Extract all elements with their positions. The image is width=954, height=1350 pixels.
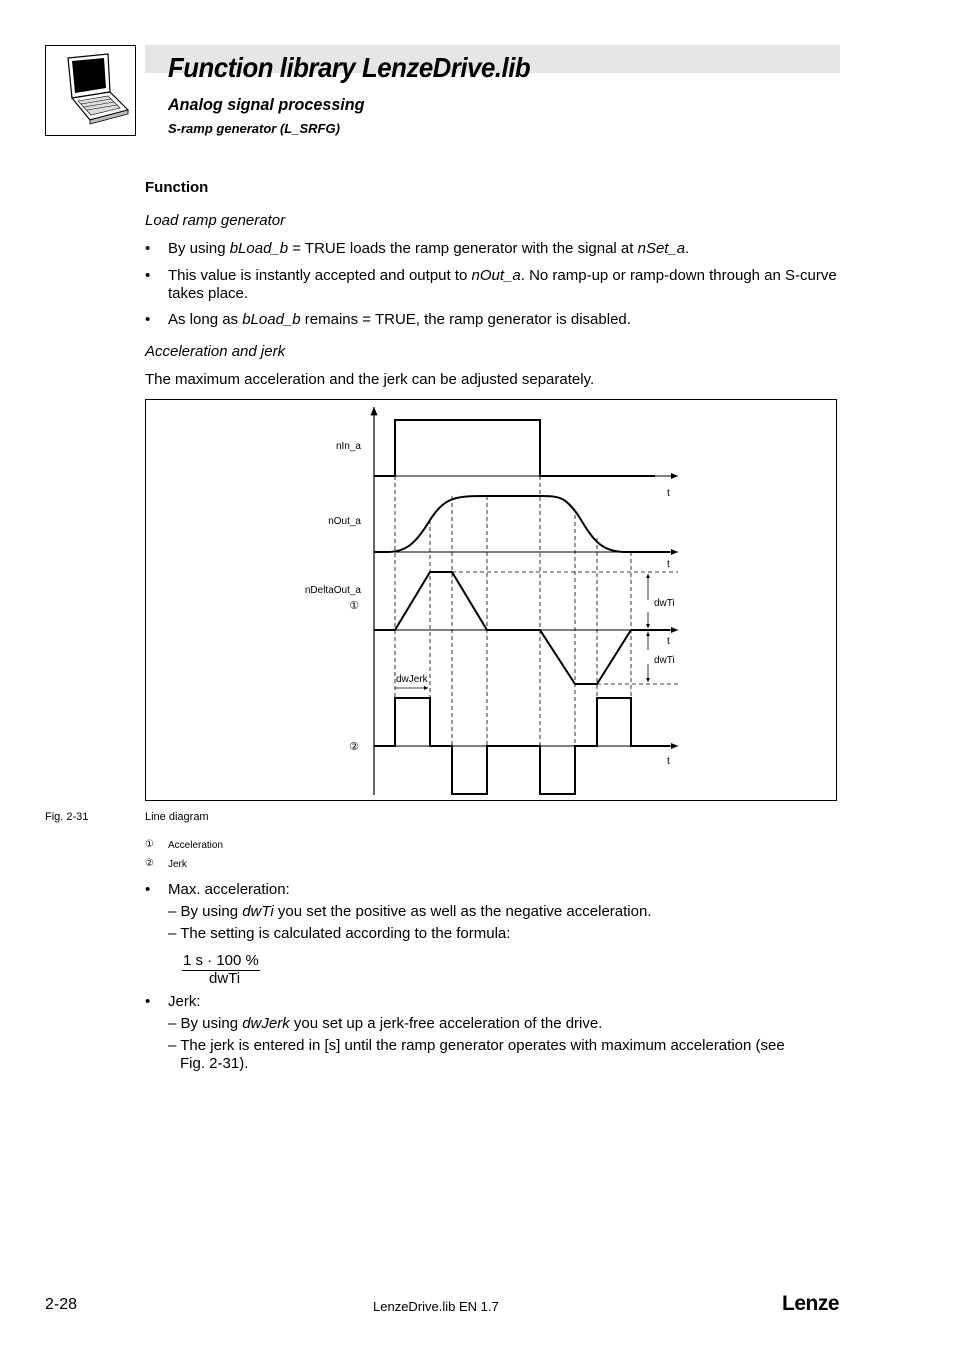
legend-mark: ② [145,858,154,869]
accel-text: The maximum acceleration and the jerk can be adjusted separately. [145,371,595,388]
formula-numerator: 1 s · 100 % [183,952,259,969]
section-title: Analog signal processing [168,95,365,114]
dwti-label: dwTi [654,598,675,609]
nin-signal [374,420,655,476]
page-number: 2-28 [45,1296,78,1313]
dwti-label: dwTi [654,655,675,666]
subsection-title: S-ramp generator (L_SRFG) [168,121,340,136]
ndelta-signal [374,572,670,684]
figure-caption: Line diagram [145,811,209,823]
t-label: t [667,636,670,647]
nout-label: nOut_a [328,516,361,527]
ndelta-label: nDeltaOut_a [304,585,361,596]
formula-denominator: dwTi [209,970,241,987]
legend-text: Acceleration [168,840,224,851]
accel-heading: Acceleration and jerk [145,343,286,360]
nin-label: nIn_a [335,441,361,452]
doc-id: LenzeDrive.lib EN 1.7 [373,1299,499,1314]
marker-2: ② [349,740,359,753]
list-line: – The setting is calculated according to the formula: [168,925,511,942]
nout-signal [374,496,670,552]
list-line: – By using dwTi you set the positive as well as the negative acceleration. [168,903,652,920]
figure-number: Fig. 2-31 [45,811,89,823]
list-line: – By using dwJerk you set up a jerk-free acceleration of the drive. [168,1015,603,1032]
list-line: Fig. 2-31). [180,1055,249,1072]
legend-text: Jerk [168,859,187,870]
marker-1: ① [349,599,359,612]
t-label: t [667,559,670,570]
function-heading: Function [145,179,209,196]
legend-mark: ① [145,839,154,850]
t-label: t [667,488,670,499]
brand-logo: Lenze [782,1292,840,1315]
dwjerk-label: dwJerk [396,674,428,685]
t-label: t [667,756,670,767]
load-heading: Load ramp generator [145,212,286,229]
list-line: – The jerk is entered in [s] until the ramp generator operates with maximum acceleration (see [168,1037,785,1054]
page-title: Function library LenzeDrive.lib [168,52,531,83]
